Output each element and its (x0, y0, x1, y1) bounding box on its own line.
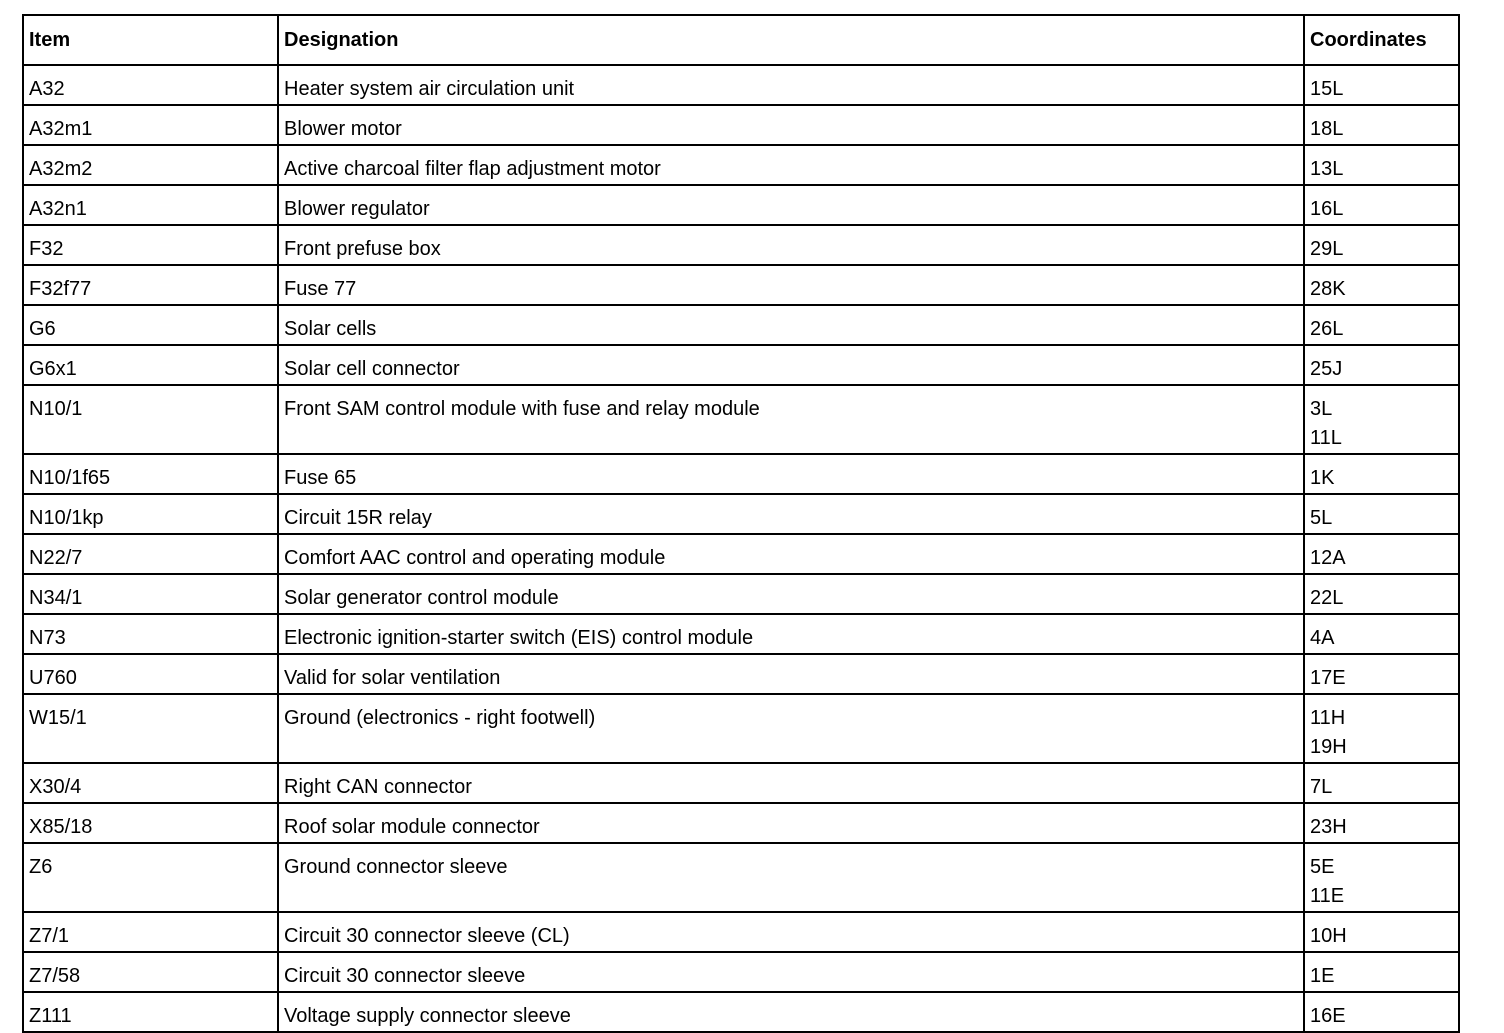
coordinate-value: 22L (1310, 587, 1344, 609)
component-table (22, 14, 1460, 1033)
item-cell: A32m1 (23, 105, 278, 145)
item-cell: X85/18 (23, 803, 278, 843)
table-row (23, 614, 1459, 654)
coordinates-cell (1304, 185, 1459, 225)
designation-cell: Voltage supply connector sleeve (278, 992, 1304, 1032)
table-row (23, 694, 1459, 763)
item-cell: N10/1f65 (23, 454, 278, 494)
coordinate-value: 17E (1310, 667, 1346, 689)
designation-cell: Roof solar module connector (278, 803, 1304, 843)
table-row (23, 952, 1459, 992)
designation-cell: Front prefuse box (278, 225, 1304, 265)
coordinate-value: 23H (1310, 816, 1347, 838)
designation-cell: Fuse 65 (278, 454, 1304, 494)
item-cell: A32m2 (23, 145, 278, 185)
coordinates-cell (1304, 843, 1459, 912)
coordinates-cell (1304, 305, 1459, 345)
coordinate-value: 3L (1310, 398, 1333, 420)
table-row (23, 225, 1459, 265)
coordinate-value: 15L (1310, 78, 1344, 100)
item-cell: N10/1 (23, 385, 278, 454)
coordinates-cell (1304, 763, 1459, 803)
designation-cell: Circuit 30 connector sleeve (CL) (278, 912, 1304, 952)
designation-cell: Active charcoal filter flap adjustment motor (278, 145, 1304, 185)
coordinates-cell (1304, 105, 1459, 145)
designation-cell: Circuit 30 connector sleeve (278, 952, 1304, 992)
item-cell: G6x1 (23, 345, 278, 385)
item-cell: F32f77 (23, 265, 278, 305)
table-body (23, 65, 1459, 1032)
header-designation: Designation (278, 15, 1304, 65)
table-row (23, 803, 1459, 843)
designation-cell: Electronic ignition-starter switch (EIS) control module (278, 614, 1304, 654)
coordinates-cell (1304, 225, 1459, 265)
coordinate-value: 11L (1310, 427, 1342, 449)
designation-cell: Blower motor (278, 105, 1304, 145)
coordinates-cell (1304, 574, 1459, 614)
item-cell: G6 (23, 305, 278, 345)
coordinates-cell (1304, 454, 1459, 494)
table-row (23, 385, 1459, 454)
designation-cell: Front SAM control module with fuse and relay module (278, 385, 1304, 454)
coordinate-value: 16L (1310, 198, 1344, 220)
coordinates-cell (1304, 992, 1459, 1032)
coordinate-value: 10H (1310, 925, 1347, 947)
designation-cell: Valid for solar ventilation (278, 654, 1304, 694)
table-row (23, 345, 1459, 385)
coordinates-cell (1304, 803, 1459, 843)
item-cell: U760 (23, 654, 278, 694)
designation-cell: Solar generator control module (278, 574, 1304, 614)
item-cell: N73 (23, 614, 278, 654)
designation-cell: Fuse 77 (278, 265, 1304, 305)
header-coordinates: Coordinates (1304, 15, 1459, 65)
coordinates-cell (1304, 614, 1459, 654)
coordinates-cell (1304, 534, 1459, 574)
coordinate-value: 25J (1310, 358, 1343, 380)
coordinate-value: 7L (1310, 776, 1333, 798)
coordinate-value: 11H (1310, 707, 1346, 729)
table-row (23, 185, 1459, 225)
table-row (23, 265, 1459, 305)
coordinates-cell (1304, 952, 1459, 992)
coordinate-value: 26L (1310, 318, 1344, 340)
item-cell: Z7/58 (23, 952, 278, 992)
designation-cell: Blower regulator (278, 185, 1304, 225)
designation-cell: Solar cells (278, 305, 1304, 345)
coordinate-value: 13L (1310, 158, 1344, 180)
coordinates-cell (1304, 145, 1459, 185)
designation-cell: Solar cell connector (278, 345, 1304, 385)
item-cell: X30/4 (23, 763, 278, 803)
designation-cell: Heater system air circulation unit (278, 65, 1304, 105)
coordinate-value: 11E (1310, 885, 1345, 907)
item-cell: Z6 (23, 843, 278, 912)
table-row (23, 454, 1459, 494)
table-row (23, 912, 1459, 952)
table-row (23, 494, 1459, 534)
table-row (23, 574, 1459, 614)
coordinate-value: 29L (1310, 238, 1344, 260)
table-row (23, 992, 1459, 1032)
table-row (23, 763, 1459, 803)
coordinate-value: 1K (1310, 467, 1335, 489)
designation-cell: Comfort AAC control and operating module (278, 534, 1304, 574)
header-item: Item (23, 15, 278, 65)
item-cell: N22/7 (23, 534, 278, 574)
coordinate-value: 12A (1310, 547, 1346, 569)
coordinate-value: 28K (1310, 278, 1346, 300)
table-row (23, 145, 1459, 185)
item-cell: A32 (23, 65, 278, 105)
item-cell: N10/1kp (23, 494, 278, 534)
coordinates-cell (1304, 385, 1459, 454)
coordinate-value: 5L (1310, 507, 1333, 529)
coordinate-value: 19H (1310, 736, 1347, 758)
coordinates-cell (1304, 912, 1459, 952)
coordinate-value: 18L (1310, 118, 1344, 140)
item-cell: Z7/1 (23, 912, 278, 952)
designation-cell: Ground connector sleeve (278, 843, 1304, 912)
designation-cell: Circuit 15R relay (278, 494, 1304, 534)
item-cell: Z111 (23, 992, 278, 1032)
table-row (23, 105, 1459, 145)
component-table-container (22, 14, 1458, 1033)
coordinates-cell (1304, 65, 1459, 105)
coordinate-value: 16E (1310, 1005, 1346, 1027)
table-row (23, 305, 1459, 345)
table-row (23, 654, 1459, 694)
designation-cell: Right CAN connector (278, 763, 1304, 803)
designation-cell: Ground (electronics - right footwell) (278, 694, 1304, 763)
item-cell: N34/1 (23, 574, 278, 614)
coordinate-value: 5E (1310, 856, 1335, 878)
table-row (23, 843, 1459, 912)
coordinate-value: 4A (1310, 627, 1335, 649)
coordinate-value: 1E (1310, 965, 1335, 987)
header-row (23, 15, 1459, 65)
item-cell: F32 (23, 225, 278, 265)
table-row (23, 65, 1459, 105)
item-cell: A32n1 (23, 185, 278, 225)
coordinates-cell (1304, 265, 1459, 305)
item-cell: W15/1 (23, 694, 278, 763)
coordinates-cell (1304, 654, 1459, 694)
coordinates-cell (1304, 345, 1459, 385)
coordinates-cell (1304, 694, 1459, 763)
table-row (23, 534, 1459, 574)
coordinates-cell (1304, 494, 1459, 534)
